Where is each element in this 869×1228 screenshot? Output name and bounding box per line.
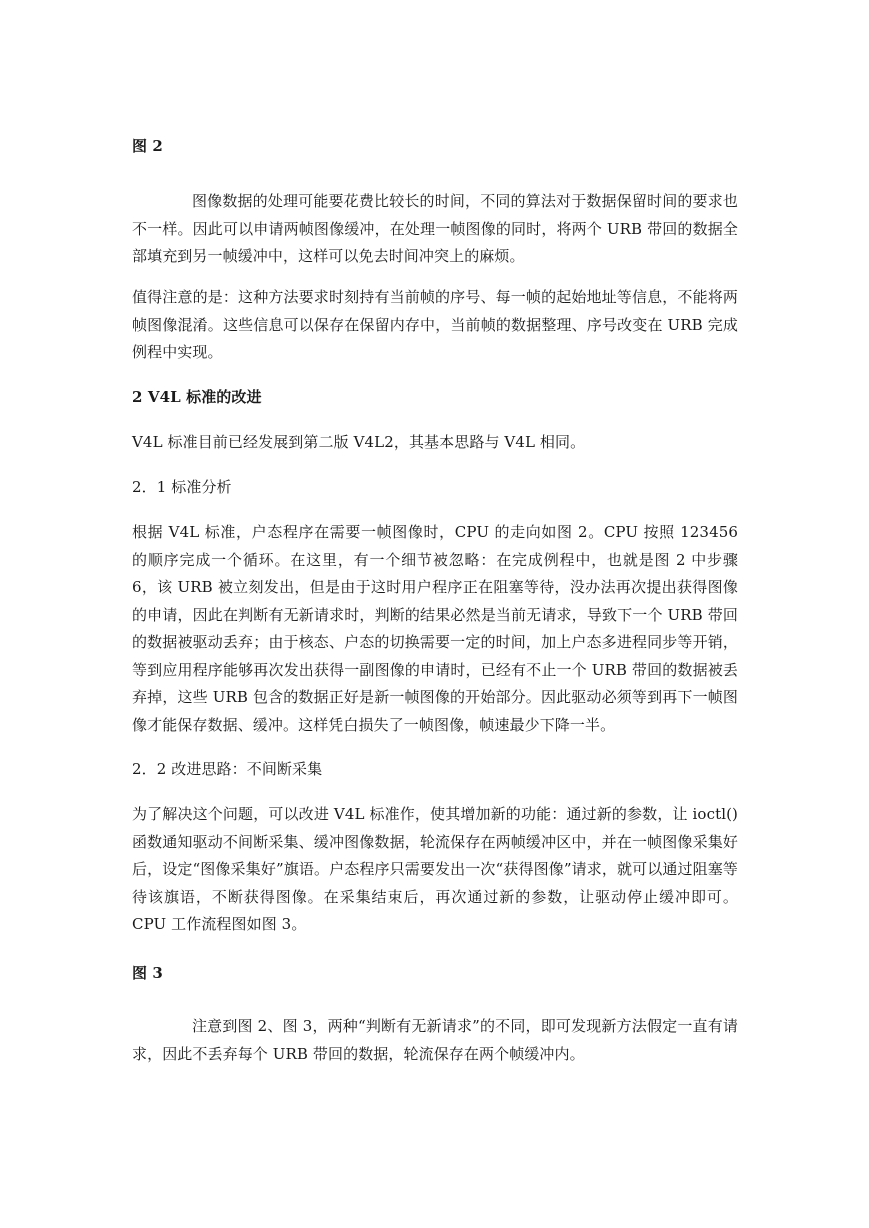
figure-3-label: 图 3 — [132, 964, 163, 982]
paragraph-analysis: 根据 V4L 标准，户态程序在需要一帧图像时，CPU 的走向如图 2。CPU 按照 123456 的顺序完成一个循环。在这里，有一个细节被忽略：在完成例程中，也就是图 2 中步骤 6，该 URB 被立刻发出，但是由于这时用户程序正在阻塞等待，没办法再次提出获得图像的申请，因此在判断有无新请求时，判断的结果必然是当前无请求，导致下一个 URB 带回的数据被驱动丢弃；由于核态、户态的切换需要一定的时间，加上户态多进程同步等开销，等到应用程序能够再次发出获得一副图像的申请时，已经有不止一个 URB 带回的数据被丢弃掉，这些 URB 包含的数据正好是新一帧图像的开始部分。因此驱动必须等到再下一帧图像才能保存数据、缓冲。这样凭白损失了一帧图像，帧速最少下降一半。 — [132, 523, 738, 734]
section-2-heading: 2 V4L 标准的改进 — [132, 388, 262, 406]
paragraph-v4l2: V4L 标准目前已经发展到第二版 V4L2，其基本思路与 V4L 相同。 — [132, 433, 586, 451]
paragraph-figure-3: 注意到图 2、图 3，两种“判断有无新请求”的不同，即可发现新方法假定一直有请求，因此不丢弃每个 URB 带回的数据，轮流保存在两个帧缓冲内。 — [132, 1017, 738, 1063]
paragraph-improvement-idea: 为了解决这个问题，可以改进 V4L 标准作，使其增加新的功能：通过新的参数，让 ioctl() 函数通知驱动不间断采集、缓冲图像数据，轮流保存在两帧缓冲区中，并在一帧图像采集好后，设定“图像采集好”旗语。户态程序只需要发出一次“获得图像”请求，就可以通过阻塞等待该旗语，不断获得图像。在采集结束后，再次通过新的参数，让驱动停止缓冲即可。CPU 工作流程图如图 3。 — [132, 805, 738, 933]
subsection-2-2-heading: 2．2 改进思路：不间断采集 — [132, 760, 323, 778]
figure-2-label: 图 2 — [132, 137, 163, 155]
subsection-2-1-heading: 2．1 标准分析 — [132, 478, 232, 496]
paragraph-figure-2: 图像数据的处理可能要花费比较长的时间，不同的算法对于数据保留时间的要求也不一样。因此可以申请两帧图像缓冲，在处理一帧图像的同时，将两个 URB 带回的数据全部填充到另一帧缓冲中，这样可以免去时间冲突上的麻烦。 — [132, 192, 738, 265]
paragraph-note: 值得注意的是：这种方法要求时刻持有当前帧的序号、每一帧的起始地址等信息，不能将两帧图像混淆。这些信息可以保存在保留内存中，当前帧的数据整理、序号改变在 URB 完成例程中实现。 — [132, 288, 738, 361]
